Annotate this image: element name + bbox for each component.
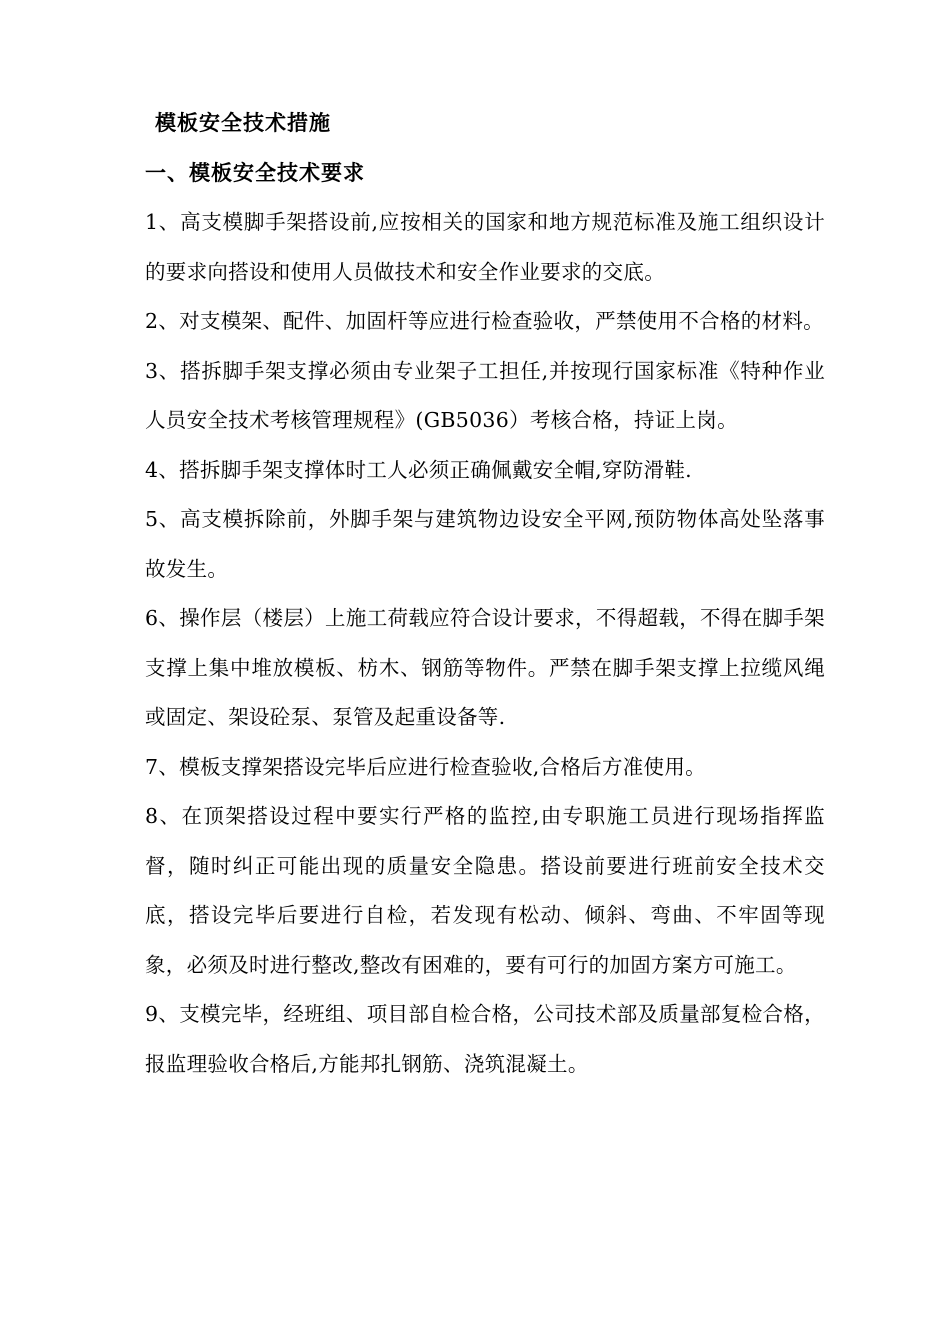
paragraph-item-2: 2、对支模架、配件、加固杆等应进行检查验收，严禁使用不合格的材料。: [145, 309, 824, 333]
document-title: 模板安全技术措施: [155, 110, 331, 135]
paragraph-item-6: 6、操作层（楼层）上施工荷载应符合设计要求，不得超载，不得在脚手架支撑上集中堆放模板、枋木、钢筋等物件。严禁在脚手架支撑上拉缆风绳或固定、架设砼泵、泵管及起重设备等.: [145, 606, 825, 729]
paragraph-item-9: 9、支模完毕，经班组、项目部自检合格，公司技术部及质量部复检合格，报监理验收合格后,方能邦扎钢筋、浇筑混凝土。: [145, 1002, 825, 1076]
paragraph-item-4: 4、搭拆脚手架支撑体时工人必须正确佩戴安全帽,穿防滑鞋.: [145, 457, 692, 482]
paragraph-item-7: 7、模板支撑架搭设完毕后应进行检查验收,合格后方准使用。: [145, 754, 706, 779]
paragraph-item-1: 1、高支模脚手架搭设前,应按相关的国家和地方规范标准及施工组织设计的要求向搭设和使用人员做技术和安全作业要求的交底。: [145, 210, 825, 284]
document-page: [145, 104, 825, 1089]
paragraph-item-8: 8、在顶架搭设过程中要实行严格的监控,由专职施工员进行现场指挥监督，随时纠正可能出现的质量安全隐患。搭设前要进行班前安全技术交底，搭设完毕后要进行自检，若发现有松动、倾斜、弯曲、不牢固等现象，必须及时进行整改,整改有困难的，要有可行的加固方案方可施工。: [145, 804, 825, 977]
paragraph-item-3: 3、搭拆脚手架支撑必须由专业架子工担任,并按现行国家标准《特种作业人员安全技术考核管理规程》(GB5036）考核合格，持证上岗。: [145, 358, 825, 432]
section-heading: 一、模板安全技术要求: [145, 160, 365, 185]
paragraph-item-5: 5、高支模拆除前，外脚手架与建筑物边设安全平网,预防物体高处坠落事故发生。: [145, 507, 825, 581]
